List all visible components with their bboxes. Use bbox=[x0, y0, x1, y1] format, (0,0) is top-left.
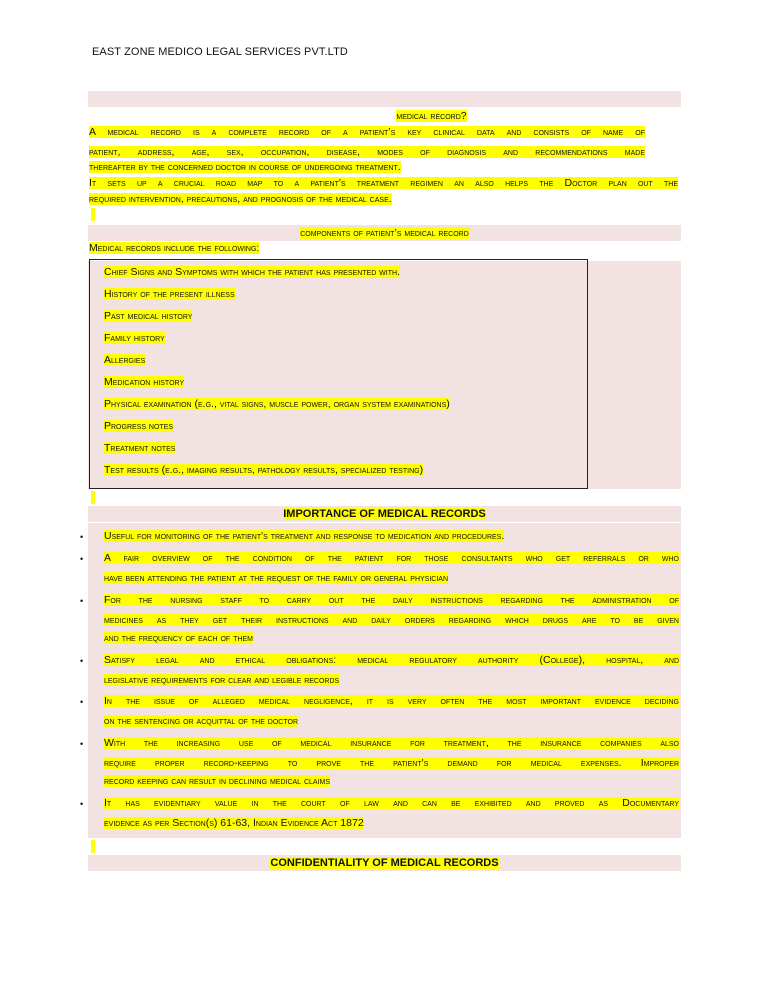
section-title-components: components of patient’s medical record bbox=[300, 227, 469, 239]
intro-line-4: It sets up a crucial road map to a patient's treatment regimen an also helps the Doctor plan out the bbox=[89, 177, 678, 189]
shade-band bbox=[88, 91, 681, 107]
list-item: Test results (e.g., imaging results, pathology results, specialized testing) bbox=[104, 464, 424, 476]
bullet-icon: • bbox=[80, 739, 84, 749]
importance-item-7-cont: evidence as per Section(s) 61-63, Indian Evidence Act 1872 bbox=[104, 817, 364, 829]
text-cursor-mark bbox=[91, 208, 95, 221]
importance-item-5-cont: on the sentencing or acquittal of the doctor bbox=[104, 715, 299, 727]
bullet-icon: • bbox=[80, 532, 84, 542]
section-title-confidentiality: CONFIDENTIALITY OF MEDICAL RECORDS bbox=[270, 857, 499, 869]
list-item: Treatment notes bbox=[104, 442, 176, 454]
importance-item-7: It has evidentiary value in the court of law and can be exhibited and proved as Documentary bbox=[104, 797, 679, 809]
importance-item-3-cont: medicines as they get their instructions and daily orders regarding which drugs are to be given bbox=[104, 614, 679, 626]
text-cursor-mark bbox=[91, 491, 95, 504]
list-item: Past medical history bbox=[104, 310, 193, 322]
bullet-icon: • bbox=[80, 596, 84, 606]
importance-item-6: With the increasing use of medical insurance for treatment, the insurance companies also bbox=[104, 737, 679, 749]
list-item: History of the present illness bbox=[104, 288, 235, 300]
section-title-medical-record: medical record? bbox=[396, 110, 467, 122]
importance-item-1: Useful for monitoring of the patient's treatment and response to medication and procedures. bbox=[104, 530, 505, 542]
list-item: Progress notes bbox=[104, 420, 174, 432]
importance-item-3: For the nursing staff to carry out the daily instructions regarding the administration of bbox=[104, 594, 679, 606]
importance-item-2-cont: have been attending the patient at the request of the family or general physician bbox=[104, 572, 449, 584]
importance-item-4: Satisfy legal and ethical obligations: medical regulatory authority (College), hospital, and bbox=[104, 654, 679, 666]
importance-item-6-cont: require proper record-keeping to prove the patient's demand for medical expenses. Improper bbox=[104, 757, 679, 769]
list-item: Chief Signs and Symptoms with which the patient has presented with. bbox=[104, 266, 400, 278]
importance-item-3-cont: and the frequency of each of them bbox=[104, 632, 253, 644]
importance-item-4-cont: legislative requirements for clear and legible records bbox=[104, 674, 340, 686]
list-item: Medication history bbox=[104, 376, 185, 388]
intro-line-1: A medical record is a complete record of a patient’s key clinical data and consists of name of bbox=[89, 126, 645, 138]
importance-item-5: In the issue of alleged medical negligence, it is very often the most important evidence deciding bbox=[104, 695, 679, 707]
bullet-icon: • bbox=[80, 799, 84, 809]
intro-line-5: required intervention, precautions, and prognosis of the medical case. bbox=[89, 193, 392, 205]
bullet-icon: • bbox=[80, 656, 84, 666]
components-lead: Medical records include the following: bbox=[89, 242, 260, 254]
bullet-icon: • bbox=[80, 554, 84, 564]
bullet-icon: • bbox=[80, 697, 84, 707]
intro-line-3: thereafter by the concerned doctor in course of undergoing treatment. bbox=[89, 161, 401, 173]
list-item: Physical examination (e.g., vital signs, muscle power, organ system examinations) bbox=[104, 398, 450, 410]
company-header: EAST ZONE MEDICO LEGAL SERVICES PVT.LTD bbox=[92, 46, 348, 58]
section-title-importance: IMPORTANCE OF MEDICAL RECORDS bbox=[283, 508, 486, 520]
list-item: Allergies bbox=[104, 354, 146, 366]
text-cursor-mark bbox=[91, 840, 95, 853]
list-item: Family history bbox=[104, 332, 165, 344]
importance-item-2: A fair overview of the condition of the patient for those consultants who get referrals or who bbox=[104, 552, 679, 564]
intro-line-2: patient, address, age, sex, occupation, disease, modes of diagnosis and recommendations made bbox=[89, 146, 645, 158]
importance-item-6-cont: record keeping can result in declining medical claims bbox=[104, 775, 331, 787]
